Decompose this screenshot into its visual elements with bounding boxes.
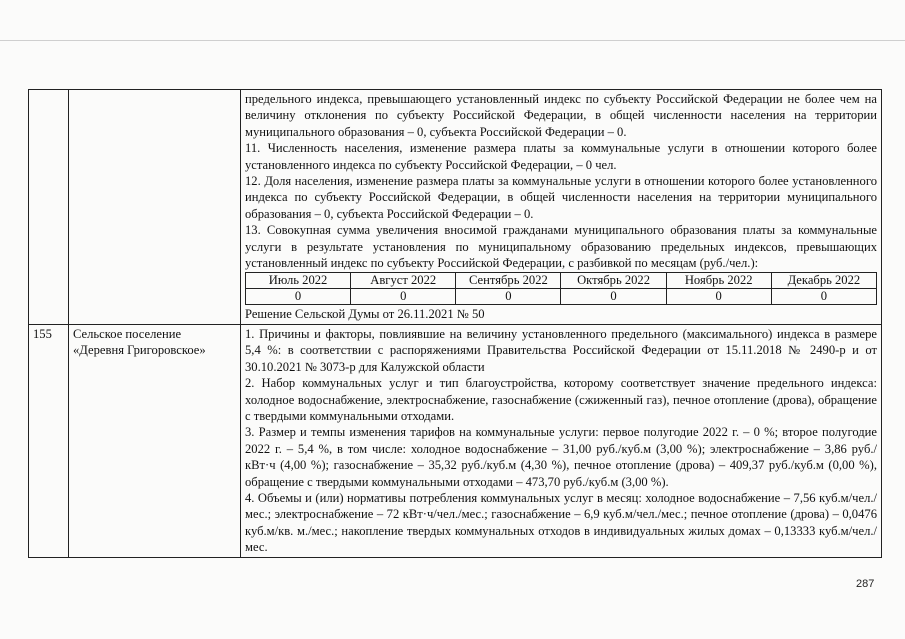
- paragraph: 1. Причины и факторы, повлиявшие на величину установленного предельного (максимального) индекса в размере 5,4 %: в соответствии с распоряжениями Правительства Российской Федерации от 15.11.2018 № 2490-р и от 30.10.2021 № 3073-р для Калужской области: [245, 326, 877, 374]
- month-value: 0: [351, 289, 456, 305]
- table-row: [29, 324, 882, 557]
- details-cell: [241, 324, 882, 557]
- month-value: 0: [771, 289, 876, 305]
- paragraph: 12. Доля населения, изменение размера платы за коммунальные услуги в отношении которого более установленного индекса по субъекту Российской Федерации, в общей численности населения на территории муниципального образования – 0, субъекта Российской Федерации – 0.: [245, 174, 877, 221]
- month-value: 0: [246, 289, 351, 305]
- indices-table: [28, 89, 882, 558]
- table-row: [246, 273, 877, 289]
- paragraph: 2. Набор коммунальных услуг и тип благоустройства, которому соответствует значение предельного индекса: холодное водоснабжение, электроснабжение, газоснабжение (сжиженный газ), печное отопление (дрова), обращение с твердыми коммунальными отходами.: [245, 376, 877, 423]
- table-row: [246, 289, 877, 305]
- paragraph: 4. Объемы и (или) нормативы потребления коммунальных услуг в месяц: холодное водоснабжение – 7,56 куб.м/чел./мес.; электроснабжение – 72 кВт·ч/чел./мес.; газоснабжение – 6,9 куб.м/чел./мес.; печное отопление (дрова) – 0,0476 куб.м/кв. м./мес.; накопление твердых коммунальных отходов в индивидуальных жилых домах – 0,13333 куб.м/чел./мес.: [245, 490, 877, 555]
- month-header: Декабрь 2022: [771, 273, 876, 289]
- paragraph: предельного индекса, превышающего установленный индекс по субъекту Российской Федерации не более чем на величину отклонения по субъекту Российской Федерации, в общей численности населения на территории муниципального образования – 0, субъекта Российской Федерации – 0.: [245, 92, 877, 139]
- paragraph: 13. Совокупная сумма увеличения вносимой гражданами муниципального образования платы за коммунальные услуги в результате установления по муниципальному образованию предельных индексов, превышающих установленный индекс по субъекту Российской Федерации, с разбивкой по месяцам (руб./чел.):: [245, 223, 877, 271]
- settlement-name: «Деревня Григоровское»: [73, 343, 206, 358]
- table-row: [29, 90, 882, 325]
- decision-reference: Решение Сельской Думы от 26.11.2021 № 50: [245, 307, 485, 322]
- month-header: Август 2022: [351, 273, 456, 289]
- row-number-cell: 155: [29, 324, 69, 557]
- page-number: 287: [856, 578, 875, 590]
- details-cell: [241, 90, 882, 325]
- settlement-type: Сельское поселение: [73, 326, 182, 341]
- monthly-amounts-table: [245, 272, 877, 305]
- month-header: Сентябрь 2022: [456, 273, 561, 289]
- month-value: 0: [561, 289, 666, 305]
- month-header: Ноябрь 2022: [666, 273, 771, 289]
- paragraph: 11. Численность населения, изменение размера платы за коммунальные услуги в отношении которого более установленного индекса по субъекту Российской Федерации, – 0 чел.: [245, 141, 877, 172]
- month-value: 0: [666, 289, 771, 305]
- month-value: 0: [456, 289, 561, 305]
- month-header: Июль 2022: [246, 273, 351, 289]
- month-header: Октябрь 2022: [561, 273, 666, 289]
- row-number-cell: [29, 90, 69, 325]
- settlement-cell: [69, 324, 241, 557]
- page-edge-line: [0, 40, 905, 41]
- settlement-cell: [69, 90, 241, 325]
- paragraph: 3. Размер и темпы изменения тарифов на коммунальные услуги: первое полугодие 2022 г. – 0 %; второе полугодие 2022 г. – 5,4 %, в том числе: холодное водоснабжение – 31,00 руб./куб.м (3,00 %); электроснабжение – 3,86 руб./кВт·ч (4,00 %); газоснабжение – 35,32 руб./куб.м (4,30 %), печное отопление (дрова) – 409,37 руб./куб.м (0,00 %), обращение с твердыми коммунальными отходами – 473,70 руб./куб.м (3,00 %).: [245, 425, 877, 489]
